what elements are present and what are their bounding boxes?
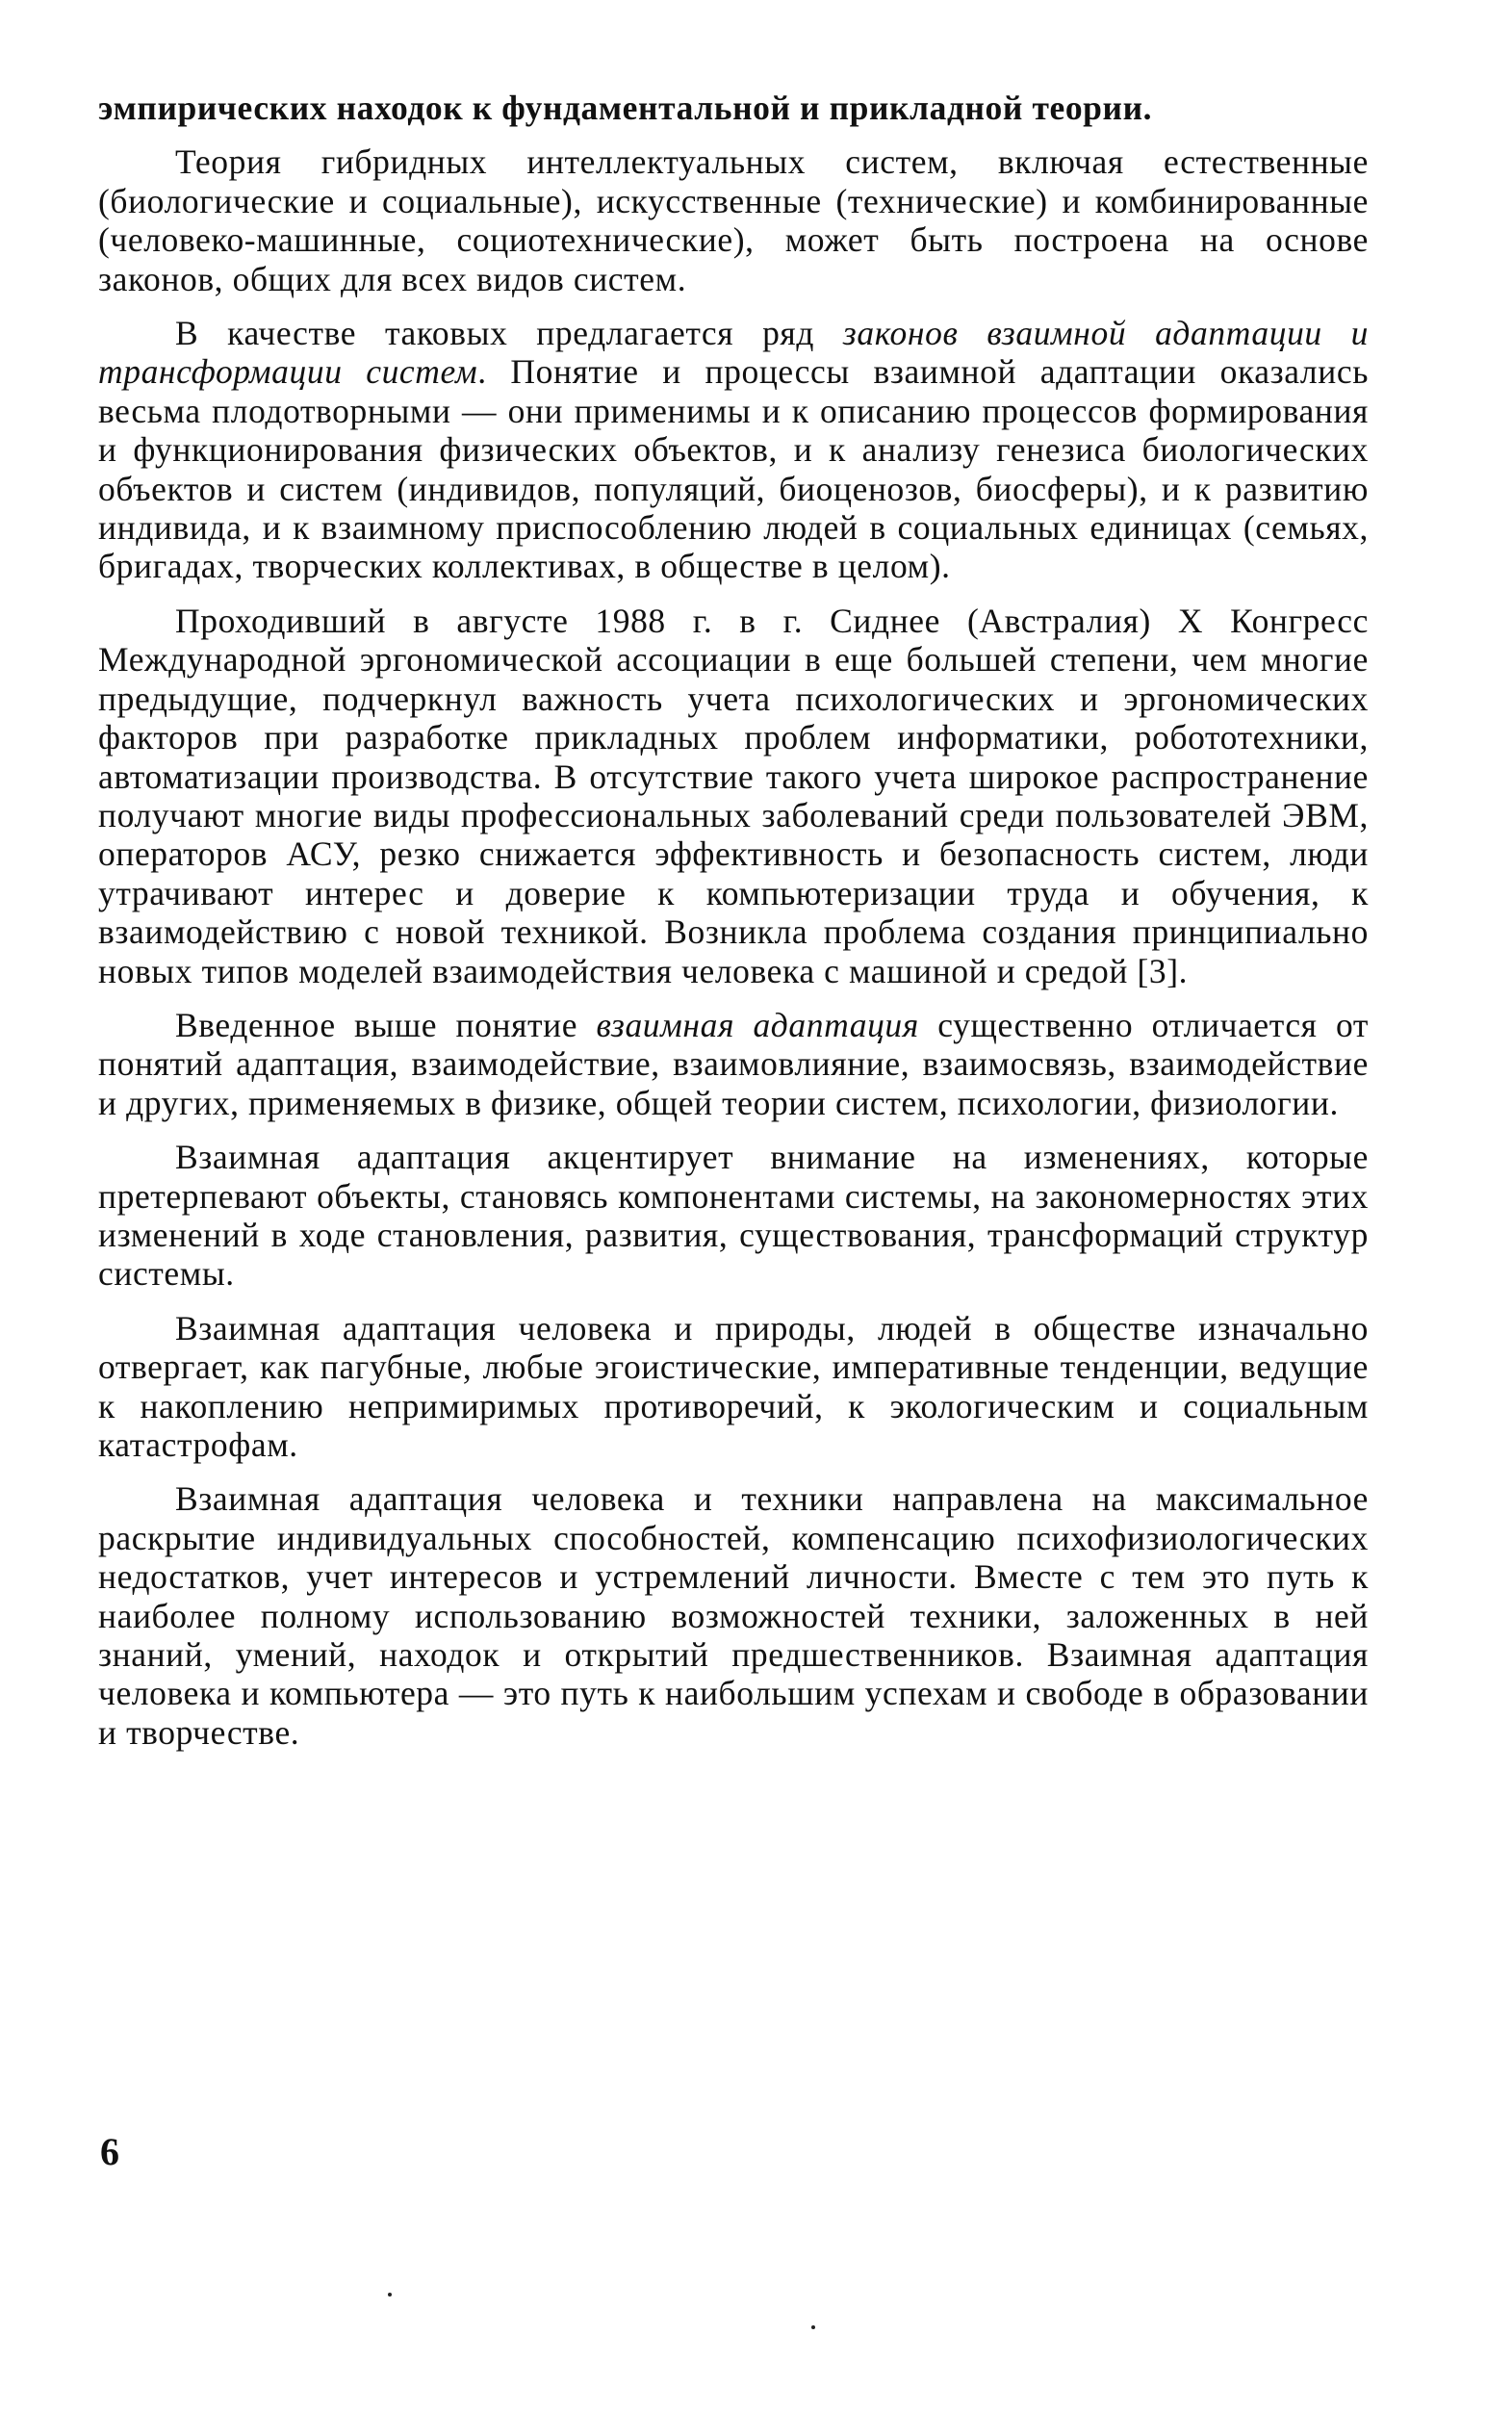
page-number: 6 (100, 2130, 119, 2173)
text-run: Взаимная адаптация человека и природы, людей в обществе изначально отвергает, как пагубные, любые эгоистические, императивные тенденции, ведущие к накоплению непримиримых противоречий, к экологическим и социальным катастрофам. (98, 1308, 1369, 1464)
text-run: Проходивший в августе 1988 г. в г. Сиднее (Австралия) X Конгресс Международной эргономической ассоциации в еще большей степени, чем многие предыдущие, подчеркнул важность учета психологических и эргономических факторов при разработке прикладных проблем информатики, робототехники, автоматизации производства. В отсутствие такого учета широкое распространение получают многие виды профессиональных заболеваний среди пользователей ЭВМ, операторов АСУ, резко снижается эффективность и безопасность систем, люди утрачивают интерес и доверие к компьютеризации труда и обучения, к взаимодействию с новой техникой. Возникла проблема создания принципиально новых типов моделей взаимодействия человека с машиной и средой [3]. (98, 601, 1369, 990)
scan-speck (388, 2293, 392, 2297)
scan-speck (811, 2325, 815, 2329)
paragraph-human-nature-adaptation (98, 1309, 1369, 1465)
paragraph-adaptation-focus (98, 1138, 1369, 1294)
text-run: существенно отличается от понятий адаптация, взаимодействие, взаимовлияние, взаимосвязь, взаимодействие и других, применяемых в физике, общей теории систем, психологии, физиологии. (98, 1005, 1369, 1122)
italic-term: законов взаимной адаптации и трансформации систем (98, 314, 1369, 392)
paragraph-continuation (98, 89, 1369, 127)
text-run: Взаимная адаптация человека и техники направлена на максимальное раскрытие индивидуальных способностей, компенсацию психофизиологических недостатков, учет интересов и устремлений личности. Вместе с тем это путь к наиболее полному использованию возможностей техники, заложенных в ней знаний, умений, находок и открытий предшественников. Взаимная адаптация человека и компьютера — это путь к наибольшим успехам и свободе в образовании и творчестве. (98, 1479, 1369, 1752)
text-run: . Понятие и процессы взаимной адаптации оказались весьма плодотворными — они применимы и к описанию процессов формирования и функционирования физических объектов, и к анализу генезиса биологических объектов и систем (индивидов, популяций, биоценозов, биосферы), и к развитию индивида, и к взаимному приспособлению людей в социальных единицах (семьях, бригадах, творческих коллективах, в обществе в целом). (98, 352, 1369, 586)
paragraph-mutual-adaptation-concept (98, 1006, 1369, 1122)
paragraph-human-technology-adaptation (98, 1479, 1369, 1752)
italic-term: взаимная адаптация (596, 1005, 919, 1044)
page-body (98, 89, 1369, 1752)
paragraph-mutual-adaptation-laws (98, 314, 1369, 586)
text-run: В качестве таковых предлагается ряд (175, 314, 843, 353)
text-run: Введенное выше понятие (175, 1005, 597, 1044)
paragraph-ergonomics-congress (98, 602, 1369, 990)
text-run: Взаимная адаптация акцентирует внимание на изменениях, которые претерпевают объекты, становясь компонентами системы, на закономерностях этих изменений в ходе становления, развития, существования, трансформаций структур системы. (98, 1138, 1369, 1294)
paragraph-hybrid-systems-theory (98, 142, 1369, 298)
text-run: Теория гибридных интеллектуальных систем, включая естественные (биологические и социальные), искусственные (технические) и комбинированные (человеко-машинные, социотехнические), может быть построена на основе законов, общих для всех видов систем. (98, 142, 1369, 298)
text-run: эмпирических находок к фундаментальной и прикладной теории. (98, 89, 1153, 127)
